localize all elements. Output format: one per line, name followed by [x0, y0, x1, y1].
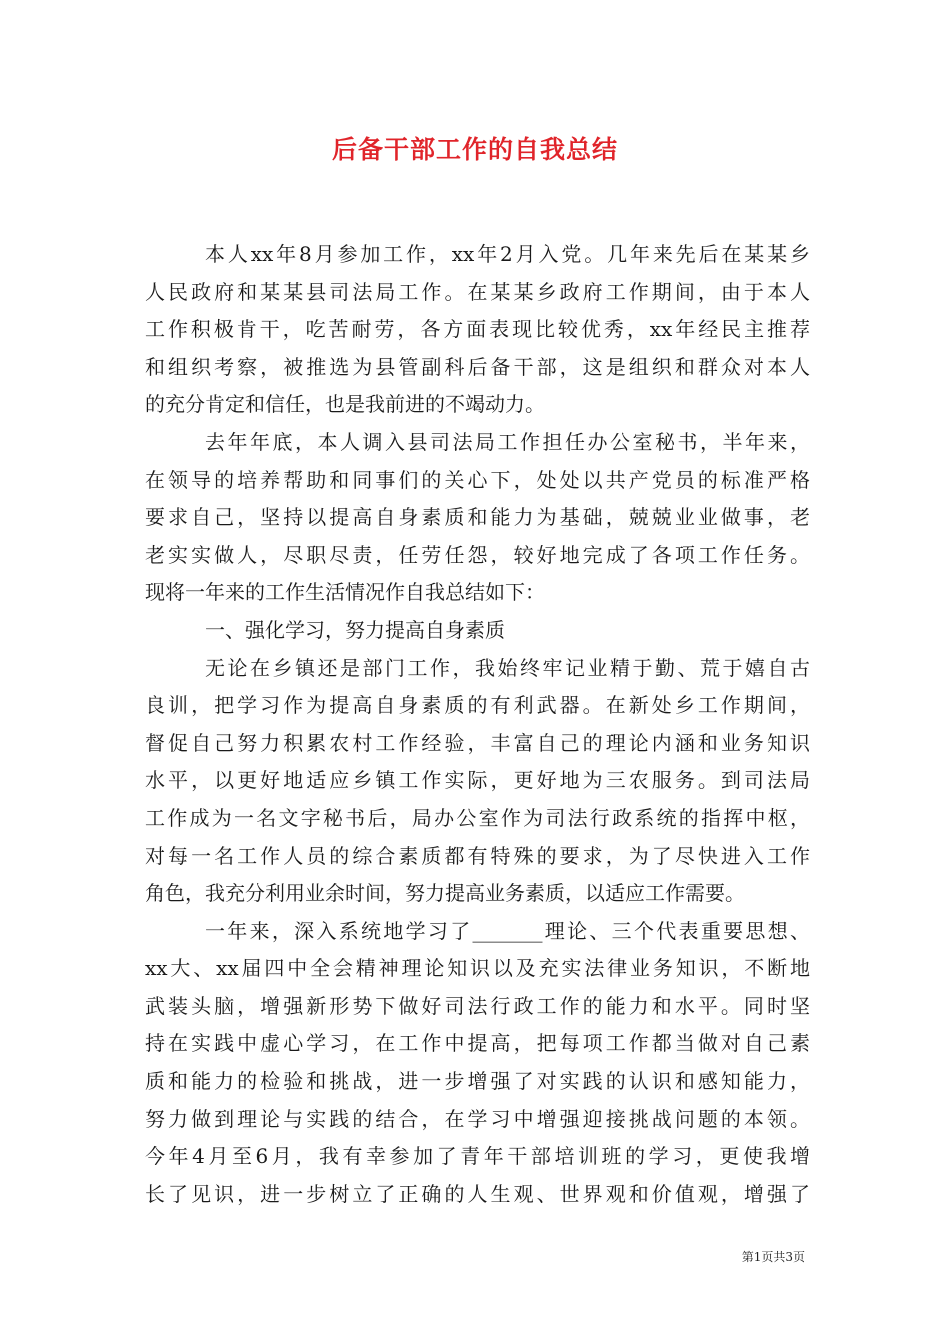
- text-line: xx大、xx届四中全会精神理论知识以及充实法律业务知识，不断地: [145, 956, 810, 981]
- text-line: 质和能力的检验和挑战，进一步增强了对实践的认识和感知能力，: [145, 1069, 810, 1094]
- text-line: 本人xx年8月参加工作，xx年2月入党。几年来先后在某某乡: [205, 242, 810, 266]
- text-line: 要求自己，坚持以提高自身素质和能力为基础，兢兢业业做事，老: [145, 505, 810, 530]
- text-line: 人民政府和某某县司法局工作。在某某乡政府工作期间，由于本人: [145, 279, 810, 304]
- text-line: 努力做到理论与实践的结合，在学习中增强迎接挑战问题的本领。: [145, 1106, 810, 1131]
- document-body: [145, 236, 810, 1213]
- text-line: 工作积极肯干，吃苦耐劳，各方面表现比较优秀，xx年经民主推荐: [145, 317, 810, 342]
- document-title: 后备干部工作的自我总结: [331, 135, 618, 164]
- text-line: 持在实践中虚心学习，在工作中提高，把每项工作都当做对自己素: [145, 1031, 810, 1056]
- text-line: 去年年底，本人调入县司法局工作担任办公室秘书，半年来，: [205, 429, 810, 454]
- text-line: 老实实做人，尽职尽责，任劳任怨，较好地完成了各项工作任务。: [145, 542, 810, 567]
- section-heading: 一、强化学习，努力提高自身素质: [205, 617, 505, 642]
- text-line: 工作成为一名文字秘书后，局办公室作为司法行政系统的指挥中枢，: [145, 805, 810, 830]
- text-line: 在领导的培养帮助和同事们的关心下，处处以共产党员的标准严格: [145, 467, 810, 492]
- text-line: 角色，我充分利用业余时间，努力提高业务素质，以适应工作需要。: [145, 881, 745, 906]
- text-line: 现将一年来的工作生活情况作自我总结如下：: [145, 580, 545, 605]
- text-line: 一年来，深入系统地学习了_______理论、三个代表重要思想、: [205, 918, 810, 943]
- text-line: 无论在乡镇还是部门工作，我始终牢记业精于勤、荒于嬉自古: [205, 655, 810, 680]
- text-line: 今年4月至6月，我有幸参加了青年干部培训班的学习，更使我增: [145, 1144, 810, 1169]
- page-number: 第1页共3页: [741, 1250, 805, 1264]
- text-line: 良训，把学习作为提高自身素质的有利武器。在新处乡工作期间，: [145, 693, 810, 718]
- text-line: 的充分肯定和信任，也是我前进的不竭动力。: [145, 392, 545, 417]
- text-line: 和组织考察，被推选为县管副科后备干部，这是组织和群众对本人: [145, 354, 810, 379]
- text-line: 水平，以更好地适应乡镇工作实际，更好地为三农服务。到司法局: [145, 768, 810, 793]
- text-line: 武装头脑，增强新形势下做好司法行政工作的能力和水平。同时坚: [145, 993, 810, 1018]
- text-line: 督促自己努力积累农村工作经验，丰富自己的理论内涵和业务知识: [145, 730, 810, 755]
- text-line: 长了见识，进一步树立了正确的人生观、世界观和价值观，增强了: [145, 1181, 810, 1206]
- text-line: 对每一名工作人员的综合素质都有特殊的要求，为了尽快进入工作: [145, 843, 810, 868]
